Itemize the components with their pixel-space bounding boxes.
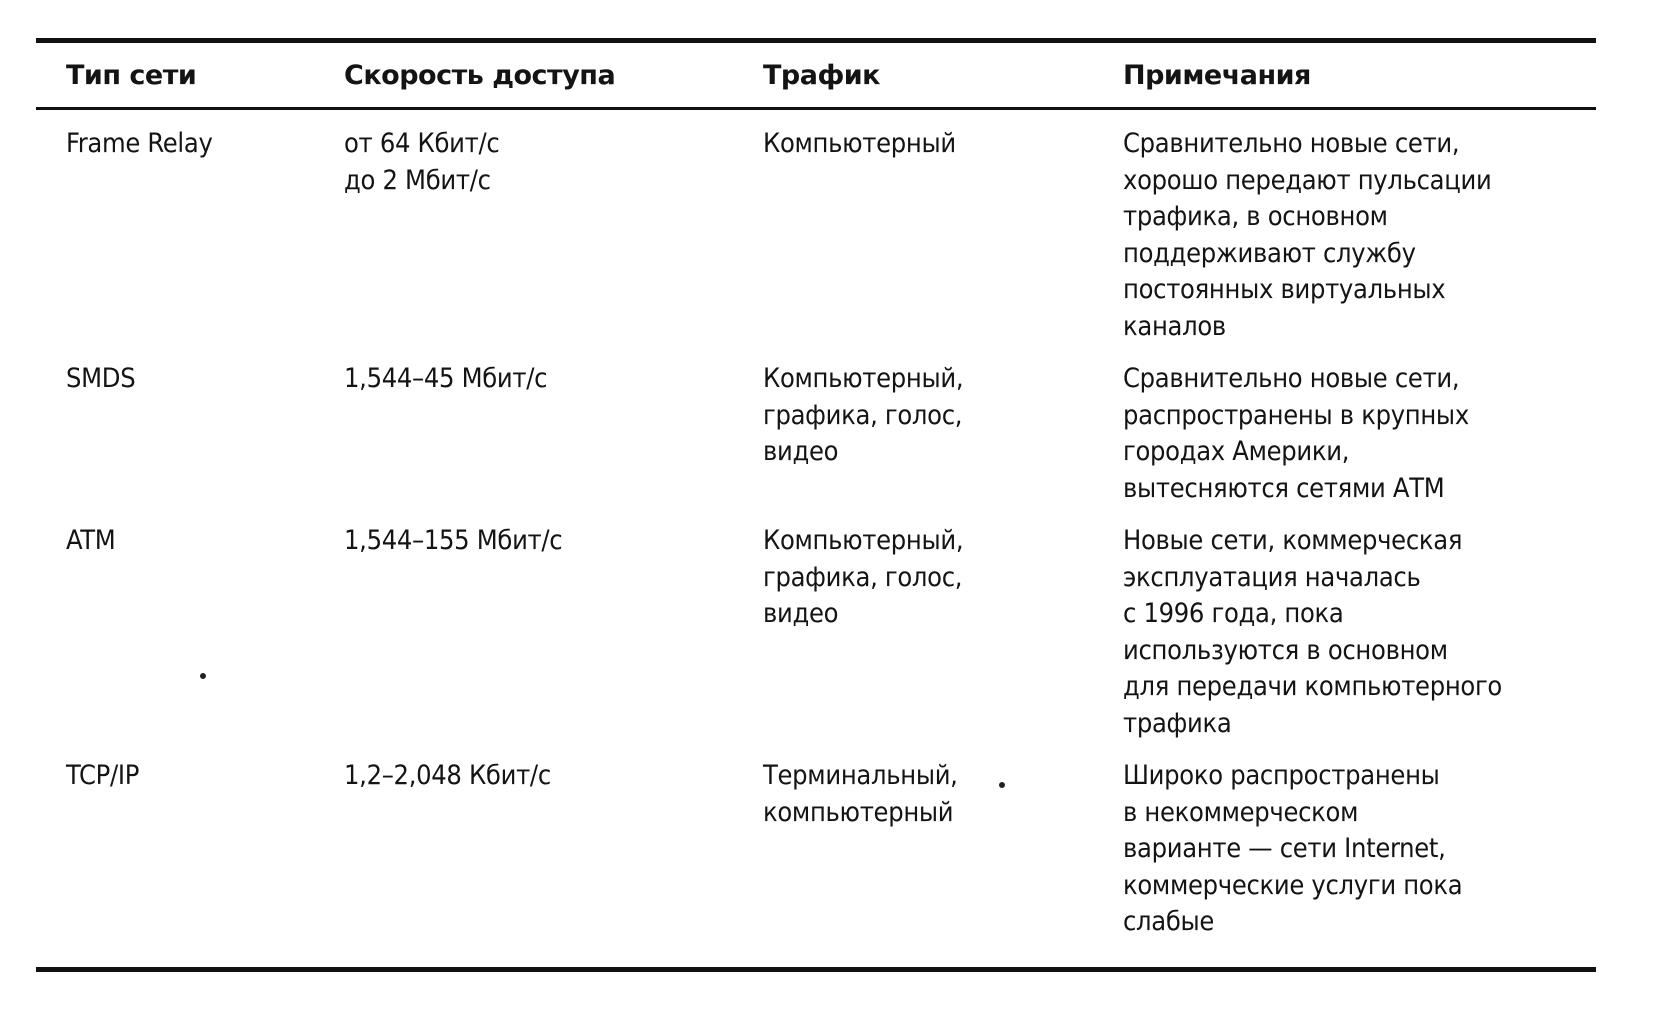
cell-line: вытесняются сетями АТМ xyxy=(1123,472,1445,504)
cell-network-type: TCP/IP xyxy=(66,760,140,791)
header-traffic: Трафик xyxy=(763,60,880,91)
table-row xyxy=(36,523,1596,758)
cell-access-speed xyxy=(314,758,733,957)
cell-line: Терминальный, xyxy=(763,760,958,791)
cell-line: каналов xyxy=(1123,310,1226,342)
cell-notes xyxy=(1093,361,1596,523)
cell-network-type: SMDS xyxy=(66,363,136,394)
cell-traffic xyxy=(733,110,1093,361)
header-row xyxy=(36,43,1596,107)
cell-notes xyxy=(1093,523,1596,758)
cell-line: эксплуатация началась xyxy=(1123,561,1421,593)
header-access-speed: Скорость доступа xyxy=(344,60,616,91)
cell-line: городах Америки, xyxy=(1123,436,1350,467)
cell-line: видео xyxy=(763,436,839,467)
cell-line: Компьютерный, xyxy=(763,363,964,394)
cell-line: Сравнительно новые сети, xyxy=(1123,128,1460,159)
cell-line: распространены в крупных xyxy=(1123,399,1469,431)
cell-line: 1,544–45 Мбит/с xyxy=(344,363,548,394)
cell-traffic xyxy=(733,523,1093,758)
table xyxy=(36,43,1596,957)
cell-line: до 2 Мбит/с xyxy=(344,164,491,196)
print-speck xyxy=(999,782,1005,788)
cell-line: графика, голос, xyxy=(763,399,963,431)
cell-line: 1,2–2,048 Кбит/с xyxy=(344,760,551,791)
table-bottom-rule xyxy=(36,967,1596,972)
cell-line: Компьютерный, xyxy=(763,525,964,556)
cell-line: для передачи компьютерного xyxy=(1123,671,1502,702)
cell-line: Компьютерный xyxy=(763,128,956,159)
print-speck xyxy=(200,673,206,679)
cell-traffic xyxy=(733,758,1093,957)
table-row xyxy=(36,110,1596,361)
cell-network-type: Frame Relay xyxy=(66,128,213,159)
cell-line: трафика, в основном xyxy=(1123,201,1388,232)
cell-line: Сравнительно новые сети, xyxy=(1123,363,1460,394)
cell-line: графика, голос, xyxy=(763,561,963,593)
cell-line: видео xyxy=(763,598,839,629)
cell-access-speed xyxy=(314,361,733,523)
cell-line: Широко распространены xyxy=(1123,760,1440,791)
cell-line: компьютерный xyxy=(763,796,954,828)
cell-traffic xyxy=(733,361,1093,523)
cell-line: постоянных виртуальных xyxy=(1123,274,1446,305)
cell-line: в некоммерческом xyxy=(1123,796,1359,828)
table-row xyxy=(36,758,1596,957)
cell-notes xyxy=(1093,110,1596,361)
header-network-type: Тип сети xyxy=(66,60,197,91)
cell-access-speed xyxy=(314,110,733,361)
table-body xyxy=(36,110,1596,957)
cell-line: хорошо передают пульсации xyxy=(1123,164,1492,196)
cell-network-type: ATM xyxy=(66,525,116,556)
cell-line: с 1996 года, пока xyxy=(1123,598,1344,629)
header-notes: Примечания xyxy=(1123,60,1311,91)
cell-line: варианте — сети Internet, xyxy=(1123,833,1446,864)
cell-line: трафика xyxy=(1123,707,1232,739)
cell-line: коммерческие услуги пока xyxy=(1123,869,1463,901)
cell-line: слабые xyxy=(1123,906,1215,937)
cell-line: 1,544–155 Мбит/с xyxy=(344,525,563,556)
cell-line: от 64 Кбит/с xyxy=(344,128,500,159)
network-comparison-table xyxy=(36,38,1596,972)
cell-notes xyxy=(1093,758,1596,957)
cell-line: Новые сети, коммерческая xyxy=(1123,525,1463,556)
cell-line: поддерживают службу xyxy=(1123,237,1416,269)
table-row xyxy=(36,361,1596,523)
cell-line: используются в основном xyxy=(1123,634,1448,666)
cell-access-speed xyxy=(314,523,733,758)
